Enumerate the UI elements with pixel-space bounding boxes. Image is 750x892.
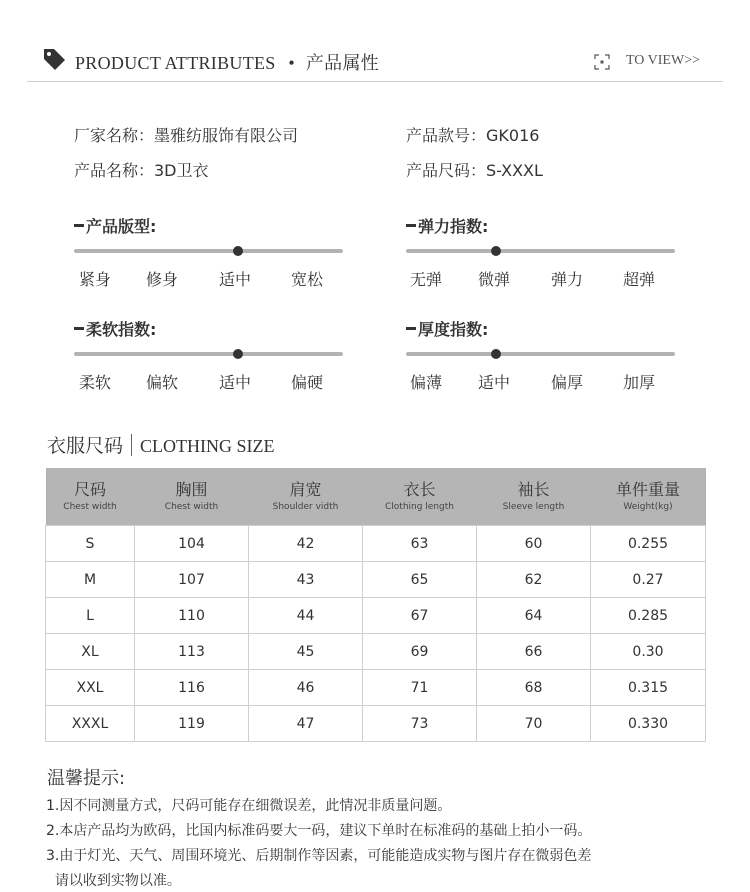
header-weight: 单件重量 Weight(kg) (591, 468, 706, 526)
size-title-en: CLOTHING SIZE (140, 436, 275, 456)
scale-elasticity-title: 弹力指数: (406, 214, 488, 237)
table-row (46, 598, 706, 634)
header-chest: 胸围 Chest width (135, 468, 249, 526)
table-cell: 0.315 (591, 670, 706, 706)
table-header-row (46, 468, 706, 526)
tips-title: 温馨提示: (47, 768, 126, 789)
scale-fit-option: 宽松 (291, 270, 324, 289)
size-range: 产品尺码：S-XXXL (406, 161, 543, 180)
table-cell: 43 (249, 562, 363, 598)
table-cell: XL (46, 634, 135, 670)
table-cell: 70 (477, 706, 591, 742)
header-length: 衣长 Clothing length (363, 468, 477, 526)
table-cell: 68 (477, 670, 591, 706)
table-row (46, 634, 706, 670)
table-cell: S (46, 526, 135, 562)
table-cell: XXL (46, 670, 135, 706)
table-cell: 60 (477, 526, 591, 562)
tip-line: 3.由于灯光、天气、周围环境光、后期制作等因素，可能能造成实物与图片存在微弱色差 (46, 848, 592, 864)
table-cell: 73 (363, 706, 477, 742)
title-bullet: • (288, 53, 296, 73)
scale-softness-option: 柔软 (79, 373, 112, 392)
scale-softness-option: 偏软 (146, 373, 179, 392)
table-cell: 113 (135, 634, 249, 670)
table-cell: 45 (249, 634, 363, 670)
scale-elasticity-track (406, 249, 675, 253)
tip-line: 请以收到实物以准。 (46, 873, 181, 889)
table-cell: 66 (477, 634, 591, 670)
table-cell: 0.285 (591, 598, 706, 634)
table-cell: 104 (135, 526, 249, 562)
table-cell: L (46, 598, 135, 634)
scale-thickness-option: 加厚 (623, 373, 656, 392)
table-cell: 116 (135, 670, 249, 706)
table-cell: 47 (249, 706, 363, 742)
table-cell: 46 (249, 670, 363, 706)
scale-fit-knob (233, 246, 243, 256)
scale-elasticity-knob (491, 246, 501, 256)
style-number: 产品款号：GK016 (406, 126, 540, 145)
table-cell: 63 (363, 526, 477, 562)
scale-elasticity-option: 弹力 (551, 270, 584, 289)
scale-elasticity-option: 微弹 (478, 270, 511, 289)
scale-softness-track (74, 352, 343, 356)
product-name: 产品名称：3D卫衣 (74, 161, 209, 180)
table-cell: 64 (477, 598, 591, 634)
scale-softness-option: 适中 (219, 373, 252, 392)
table-cell: 44 (249, 598, 363, 634)
tip-line: 1.因不同测量方式，尺码可能存在细微误差，此情况非质量问题。 (46, 798, 452, 814)
scale-fit-option: 适中 (219, 270, 252, 289)
scale-thickness-option: 偏薄 (410, 373, 443, 392)
scale-thickness-knob (491, 349, 501, 359)
header-divider (27, 81, 723, 82)
size-title-cn: 衣服尺码 (47, 435, 124, 457)
table-cell: 42 (249, 526, 363, 562)
expand-icon[interactable] (594, 54, 610, 70)
table-cell: 69 (363, 634, 477, 670)
table-row (46, 526, 706, 562)
scale-elasticity-option: 无弹 (410, 270, 443, 289)
to-view-link[interactable]: TO VIEW>> (626, 53, 700, 68)
table-cell: 65 (363, 562, 477, 598)
price-tag-icon (41, 46, 67, 72)
table-cell: 0.30 (591, 634, 706, 670)
table-cell: XXXL (46, 706, 135, 742)
scale-fit-title: 产品版型: (74, 214, 156, 237)
scale-thickness-option: 适中 (478, 373, 511, 392)
scale-thickness-option: 偏厚 (551, 373, 584, 392)
scale-fit-track (74, 249, 343, 253)
table-row (46, 706, 706, 742)
table-cell: 71 (363, 670, 477, 706)
table-row (46, 562, 706, 598)
scale-thickness-track (406, 352, 675, 356)
title-cn: 产品属性 (305, 53, 380, 74)
header-sleeve: 袖长 Sleeve length (477, 468, 591, 526)
scale-elasticity-option: 超弹 (623, 270, 656, 289)
scale-thickness-title: 厚度指数: (406, 317, 488, 340)
scale-softness-title: 柔软指数: (74, 317, 156, 340)
header-size: 尺码 Chest width (46, 468, 135, 526)
table-cell: 0.330 (591, 706, 706, 742)
table-cell: 0.27 (591, 562, 706, 598)
table-cell: 119 (135, 706, 249, 742)
table-cell: 110 (135, 598, 249, 634)
scale-softness-option: 偏硬 (291, 373, 324, 392)
scale-fit-option: 修身 (146, 270, 179, 289)
manufacturer: 厂家名称：墨雅纺服饰有限公司 (74, 126, 299, 145)
size-table (45, 468, 706, 742)
page-title (75, 49, 379, 75)
table-cell: 107 (135, 562, 249, 598)
table-row (46, 670, 706, 706)
size-section-title (47, 431, 275, 458)
header-shoulder: 肩宽 Shoulder vidth (249, 468, 363, 526)
tip-line: 2.本店产品均为欧码，比国内标准码要大一码，建议下单时在标准码的基础上拍小一码。 (46, 823, 592, 839)
title-en: PRODUCT ATTRIBUTES (75, 53, 276, 73)
scale-softness-knob (233, 349, 243, 359)
scale-fit-option: 紧身 (79, 270, 112, 289)
table-cell: M (46, 562, 135, 598)
table-cell: 0.255 (591, 526, 706, 562)
table-cell: 67 (363, 598, 477, 634)
table-cell: 62 (477, 562, 591, 598)
